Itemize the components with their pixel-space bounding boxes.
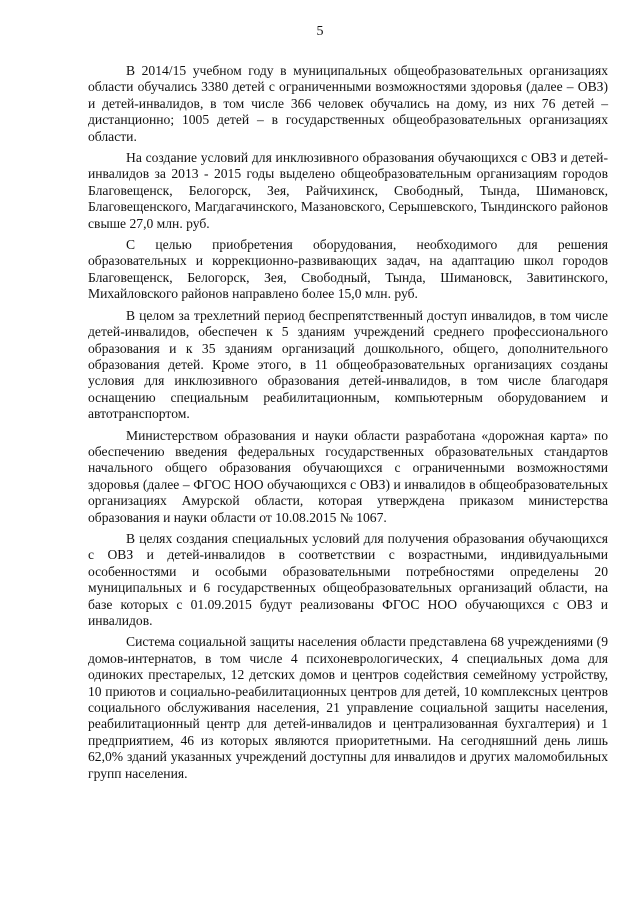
paragraph-inclusive-funding: На создание условий для инклюзивного образования обучающихся с ОВЗ и детей-инвалидов за 2013 - 2015 годы выделено общеобразовательным организациям городов Благовещенск, Белогорск, Зея, Райчихинск, Свободный, Тында, Шимановск, Благовещенского, Магдагачинского, Мазановского, Серышевского, Тындинского районов свыше 27,0 млн. руб.	[88, 150, 608, 231]
paragraph-social-protection: Система социальной защиты населения области представлена 68 учреждениями (9 домов-интернатов, в том числе 4 психоневрологических, 4 специальных дома для одиноких престарелых, 12 детских домов и центров содействия семейному устройству, 10 приютов и социально-реабилитационных центров для детей, 10 комплексных центров социального обслуживания населения, 21 управление социальной защиты населения, реабилитационный центр для детей-инвалидов и централизованная бухгалтерия) и 1 предприятием, 46 из которых являются приоритетными. На сегодняшний день лишь 62,0% зданий указанных учреждений доступны для инвалидов и других маломобильных групп населения.	[88, 634, 608, 781]
paragraph-special-conditions: В целях создания специальных условий для получения образования обучающихся с ОВЗ и детей-инвалидов в соответствии с возрастными, индивидуальными особенностями и особыми образовательными потребностями определены 20 муниципальных и 6 государственных общеобразовательных организаций области, на базе которых с 01.09.2015 будут реализованы ФГОС НОО обучающихся с ОВЗ и инвалидов.	[88, 530, 608, 628]
paragraph-ovz-statistics: В 2014/15 учебном году в муниципальных общеобразовательных организациях области обучались 3380 детей с ограниченными возможностями здоровья (далее – ОВЗ) и детей-инвалидов, в том числе 366 человек обучались на дому, из них 76 детей – дистанционно; 1005 детей – в государственных общеобразовательных организациях области.	[88, 63, 608, 144]
document-body	[88, 63, 608, 787]
paragraph-roadmap: Министерством образования и науки области разработана «дорожная карта» по обеспечению введения федеральных государственных образовательных стандартов начального общего образования обучающихся с ограниченными возможностями здоровья (далее – ФГОС НОО обучающихся с ОВЗ) и инвалидов в общеобразовательных организациях Амурской области, которая утверждена приказом министерства образования и науки области от 10.08.2015 № 1067.	[88, 427, 608, 525]
page-number: 5	[316, 24, 324, 39]
paragraph-equipment-funding: С целью приобретения оборудования, необходимого для решения образовательных и коррекционно-развивающих задач, на адаптацию школ городов Благовещенск, Белогорск, Зея, Свободный, Тында, Шимановск, Завитинского, Михайловского районов направлено более 15,0 млн. руб.	[88, 237, 608, 302]
paragraph-accessibility-results: В целом за трехлетний период беспрепятственный доступ инвалидов, в том числе детей-инвалидов, обеспечен к 5 зданиям учреждений среднего профессионального образования и к 35 зданиям организаций дошкольного, общего, дополнительного образования детей. Кроме этого, в 11 общеобразовательных организациях созданы условия для инклюзивного образования детей-инвалидов, в том числе благодаря оснащению специальным реабилитационным, компьютерным оборудованием и автотранспортом.	[88, 307, 608, 422]
